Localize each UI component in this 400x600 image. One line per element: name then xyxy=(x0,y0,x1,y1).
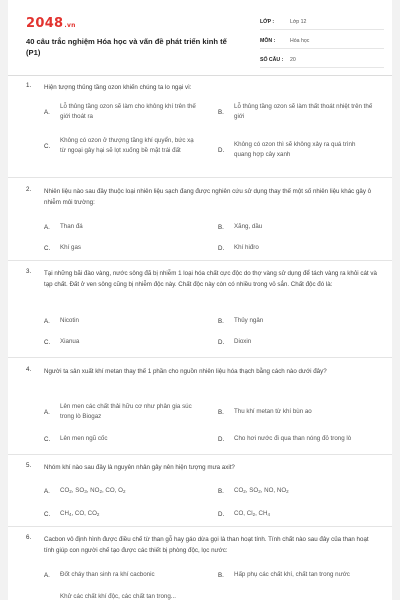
option-2c[interactable]: C. Khí gas xyxy=(44,244,81,252)
option-6a[interactable]: A. Đốt cháy than sinh ra khí cacbonic xyxy=(44,571,155,579)
formula-5c: $CH_4$, CO, $CO_2$ xyxy=(60,510,100,517)
divider xyxy=(8,526,392,527)
divider xyxy=(8,260,392,261)
option-3d[interactable]: D. Dioxin xyxy=(218,338,252,346)
option-4d[interactable]: D. Cho hơi nước đi qua than nóng đỏ trong lò xyxy=(218,435,352,443)
option-2b[interactable]: B. Xăng, dầu xyxy=(218,223,263,231)
meta-row-subject: MÔN : Hóa học xyxy=(260,33,384,49)
formula-5a: $CO_2$, $SO_3$, $NO_2$, CO, $O_2$ xyxy=(60,487,126,494)
option-1a[interactable]: A. Lỗ thủng tầng ozon sẽ làm cho không khí trên thế giới thoát ra xyxy=(44,103,196,120)
option-5d[interactable]: D. CO, $Cl_2$, $CH_4$ xyxy=(218,510,270,518)
worksheet-header xyxy=(8,0,392,76)
formula-5d: CO, $Cl_2$, $CH_4$ xyxy=(234,510,270,517)
meta-panel xyxy=(260,14,384,71)
option-6b[interactable]: B. Hấp phụ các chất khí, chất tan trong nước xyxy=(218,571,350,579)
option-5b[interactable]: B. $CO_2$, $SO_2$, NO, $NO_2$ xyxy=(218,487,289,495)
option-5a[interactable]: A. $CO_2$, $SO_3$, $NO_2$, CO, $O_2$ xyxy=(44,487,126,495)
option-1c[interactable]: C. Không có ozon ở thượng tầng khí quyển, bức xạ từ ngoại gây hại sẽ lọt xuống bề mặt trái đất xyxy=(44,137,194,154)
meta-row-class: LỚP : Lớp 12 xyxy=(260,14,384,30)
formula-5b: $CO_2$, $SO_2$, NO, $NO_2$ xyxy=(234,487,289,494)
option-5c[interactable]: C. $CH_4$, CO, $CO_2$ xyxy=(44,510,100,518)
page-title: 40 câu trắc nghiệm Hóa học và vấn đề phát triển kinh tế (P1) xyxy=(26,37,227,57)
divider xyxy=(8,357,392,358)
worksheet-page: 2048.vn 40 câu trắc nghiệm Hóa học và vấn đề phát triển kinh tế (P1) LỚP : Lớp 12 MÔN : Hóa học SỐ CÂU : 20 1. Hiện tượng thủng tầng ozon khiến chúng ta lo ngại vì: A. Lỗ thủng tầng ozon sẽ làm cho không khí trên thế giới thoát ra B. Lỗ thủng tầng ozon sẽ làm thất thoát nhiệt trên thế giới C. Không có ozon ở thượng tầng khí quyển, bức xạ từ ngoại gây hại sẽ lọt xuống bề mặt trái đất D. Không có ozon thì sẽ không xảy ra quá trình quang hợp cây xanh 2. Nhiên liệu nào sau đây thuộc loại nhiên liệu sạch đang được nghiên cứu sử dụng thay thế một số nhiên liệu khác gây ô nhiễm môi trường: A. Than đá B. Xăng, dầu C. Khí gas D. Khí hiđro 3. Tại những bãi đào vàng, nước sông đã bị nhiễm 1 loại hóa chất cực độc do thợ vàng sử dụng để tách vàng ra khỏi cát và tạp chất. Đất ở ven sông cũng bị nhiễm độc này. Chất độc này còn có nhiều trong vỏ sắn. Chất độc đó là: A. Nicotin B. Thủy ngân C. Xianua D. Dioxin 4. Người ta sản xuất khí metan thay thế 1 phần cho nguồn nhiên liệu hóa thạch bằng cách nào dưới đây? A. Lên men các chất thải hữu cơ như phân gia súc trong lò Biogaz B. Thu khí metan từ khí bùn ao C. Lên men ngũ cốc D. Cho hơi nước đi qua than nóng đỏ trong lò 5. Nhóm khí nào sau đây là nguyên nhân gây nên hiện tượng mưa axit? A. $CO_2$, $SO_3$, $NO_2$, CO, $O_2$ B. $CO_2$, $SO_2$, NO, $NO_2$ C. $CH_4$, CO, $CO_2$ D. CO, $Cl_2$, $CH_4$ 6. Cacbon vô định hình được điều chế từ than gỗ hay gáo dừa gọi là than hoạt tính. Tính chất nào sau đây của than hoạt tính giúp con người chế tạo được các thiết bị phòng độc, lọc nước: A. Đốt cháy than sinh ra khí cacbonic B. Hấp phụ các chất khí, chất tan trong nước Khử các chất khí độc, các chất tan trong... xyxy=(8,0,392,600)
meta-row-count: SỐ CÂU : 20 xyxy=(260,52,384,68)
option-1d[interactable]: D. Không có ozon thì sẽ không xảy ra quá trình quang hợp cây xanh xyxy=(218,141,356,158)
option-3a[interactable]: A. Nicotin xyxy=(44,317,79,325)
option-6c-cut[interactable]: Khử các chất khí độc, các chất tan trong... xyxy=(60,593,176,600)
option-4a[interactable]: A. Lên men các chất thải hữu cơ như phân gia súc trong lò Biogaz xyxy=(44,403,192,420)
option-4c[interactable]: C. Lên men ngũ cốc xyxy=(44,435,108,443)
option-2a[interactable]: A. Than đá xyxy=(44,223,83,231)
option-3c[interactable]: C. Xianua xyxy=(44,338,80,346)
option-1b[interactable]: B. Lỗ thủng tầng ozon sẽ làm thất thoát nhiệt trên thế giới xyxy=(218,103,373,120)
divider xyxy=(8,454,392,455)
divider xyxy=(8,177,392,178)
option-4b[interactable]: B. Thu khí metan từ khí bùn ao xyxy=(218,408,312,416)
site-logo[interactable]: 2048.vn xyxy=(26,16,76,31)
option-2d[interactable]: D. Khí hiđro xyxy=(218,244,259,252)
option-3b[interactable]: B. Thủy ngân xyxy=(218,317,264,325)
